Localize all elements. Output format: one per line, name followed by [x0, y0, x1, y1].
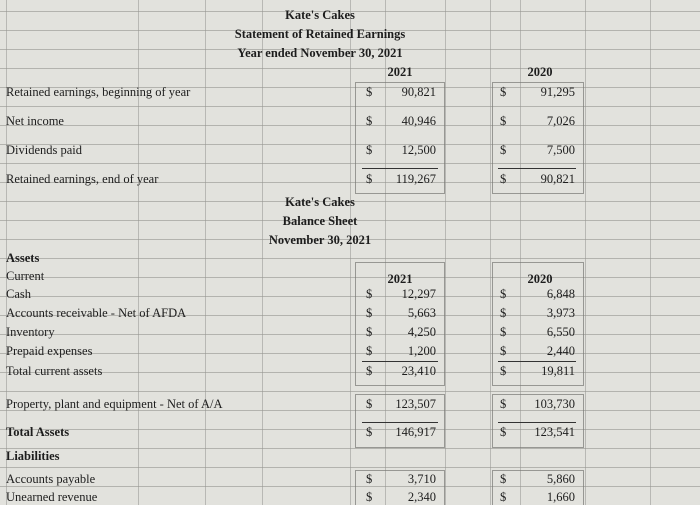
- liability-row-1-prior-currency-symbol: $: [500, 490, 507, 504]
- retained-row-1-current-currency-symbol: $: [366, 114, 373, 128]
- retained-row-2-prior-value: 7,500: [546, 143, 575, 157]
- retained-row-3-label: Retained earnings, end of year: [6, 172, 159, 186]
- retained-statement-title: Statement of Retained Earnings: [234, 27, 406, 41]
- balance-title: Balance Sheet: [282, 214, 358, 228]
- current-heading: Current: [6, 269, 45, 283]
- current-asset-row-0-current-currency-symbol: $: [366, 287, 373, 301]
- liability-row-0-label: Accounts payable: [6, 472, 96, 486]
- current-asset-row-1-label: Accounts receivable - Net of AFDA: [6, 306, 187, 320]
- current-asset-row-1-prior-currency-symbol: $: [500, 306, 507, 320]
- retained-row-0-current-currency-symbol: $: [366, 85, 373, 99]
- current-asset-row-2-current-value: 4,250: [407, 325, 436, 339]
- retained-period: Year ended November 30, 2021: [237, 46, 403, 60]
- current-asset-row-3-current-value: 1,200: [407, 344, 436, 358]
- retained-year-prior: 2020: [527, 65, 553, 79]
- current-asset-row-0-prior-value: 6,848: [546, 287, 575, 301]
- balance-company-name: Kate's Cakes: [285, 195, 355, 209]
- current-asset-row-3-prior-currency-symbol: $: [500, 344, 507, 358]
- retained-row-3-current-value: 119,267: [395, 172, 436, 186]
- current-asset-row-4-current-value: 23,410: [401, 364, 436, 378]
- liabilities-heading: Liabilities: [6, 449, 60, 463]
- current-asset-row-1-current-value: 5,663: [407, 306, 436, 320]
- retained-row-1-prior-currency-symbol: $: [500, 114, 507, 128]
- current-asset-row-0-prior-currency-symbol: $: [500, 287, 507, 301]
- current-asset-row-4-prior-value: 19,811: [541, 364, 575, 378]
- current-asset-row-2-prior-currency-symbol: $: [500, 325, 507, 339]
- ppe-row-prior-value: 103,730: [534, 397, 575, 411]
- retained-row-0-label: Retained earnings, beginning of year: [6, 85, 191, 99]
- retained-subtotal-rule-prior: [498, 168, 576, 169]
- retained-row-2-current-currency-symbol: $: [366, 143, 373, 157]
- total-assets-rule-prior: [498, 422, 576, 423]
- balance-year-prior: 2020: [527, 272, 553, 286]
- ppe-row-prior-currency-symbol: $: [500, 397, 507, 411]
- current-asset-row-1-current-currency-symbol: $: [366, 306, 373, 320]
- current-asset-row-0-label: Cash: [6, 287, 31, 301]
- current-asset-row-4-prior-currency-symbol: $: [500, 364, 507, 378]
- ppe-row-current-currency-symbol: $: [366, 397, 373, 411]
- current-asset-row-3-current-currency-symbol: $: [366, 344, 373, 358]
- liability-row-0-prior-currency-symbol: $: [500, 472, 507, 486]
- retained-subtotal-rule-current: [362, 168, 438, 169]
- balance-year-current: 2021: [387, 272, 413, 286]
- current-asset-row-0-current-value: 12,297: [401, 287, 436, 301]
- current-asset-row-3-label: Prepaid expenses: [6, 344, 93, 358]
- total-assets-rule-current: [362, 422, 438, 423]
- retained-row-1-current-value: 40,946: [401, 114, 436, 128]
- assets-heading: Assets: [6, 251, 40, 265]
- current-asset-row-4-label: Total current assets: [6, 364, 103, 378]
- retained-row-0-prior-value: 91,295: [540, 85, 575, 99]
- current-asset-row-4-current-currency-symbol: $: [366, 364, 373, 378]
- retained-row-1-prior-value: 7,026: [546, 114, 575, 128]
- retained-company-name: Kate's Cakes: [285, 8, 355, 22]
- liability-row-0-prior-value: 5,860: [546, 472, 575, 486]
- retained-row-3-prior-value: 90,821: [540, 172, 575, 186]
- balance-date: November 30, 2021: [268, 233, 372, 247]
- liability-row-1-prior-value: 1,660: [546, 490, 575, 504]
- retained-row-1-label: Net income: [6, 114, 64, 128]
- liability-row-0-current-value: 3,710: [407, 472, 436, 486]
- liability-row-1-label: Unearned revenue: [6, 490, 98, 504]
- current-asset-row-3-prior-value: 2,440: [546, 344, 575, 358]
- current-total-rule-current: [362, 361, 438, 362]
- retained-row-0-current-value: 90,821: [401, 85, 436, 99]
- current-total-rule-prior: [498, 361, 576, 362]
- retained-row-2-current-value: 12,500: [401, 143, 436, 157]
- retained-year-current: 2021: [387, 65, 413, 79]
- total-assets-row-prior-value: 123,541: [534, 425, 575, 439]
- total-assets-row-current-currency-symbol: $: [366, 425, 373, 439]
- retained-row-0-prior-currency-symbol: $: [500, 85, 507, 99]
- current-asset-row-2-current-currency-symbol: $: [366, 325, 373, 339]
- total-assets-row-current-value: 146,917: [395, 425, 436, 439]
- retained-row-2-prior-currency-symbol: $: [500, 143, 507, 157]
- ppe-row-current-value: 123,507: [395, 397, 436, 411]
- total-assets-row-prior-currency-symbol: $: [500, 425, 507, 439]
- liability-row-1-current-currency-symbol: $: [366, 490, 373, 504]
- liability-row-0-current-currency-symbol: $: [366, 472, 373, 486]
- retained-row-3-prior-currency-symbol: $: [500, 172, 507, 186]
- liability-row-1-current-value: 2,340: [407, 490, 436, 504]
- retained-row-3-current-currency-symbol: $: [366, 172, 373, 186]
- retained-row-2-label: Dividends paid: [6, 143, 83, 157]
- current-asset-row-1-prior-value: 3,973: [546, 306, 575, 320]
- current-asset-row-2-label: Inventory: [6, 325, 55, 339]
- total-assets-row-label: Total Assets: [6, 425, 70, 439]
- ppe-row-label: Property, plant and equipment - Net of A/A: [6, 397, 223, 411]
- current-asset-row-2-prior-value: 6,550: [546, 325, 575, 339]
